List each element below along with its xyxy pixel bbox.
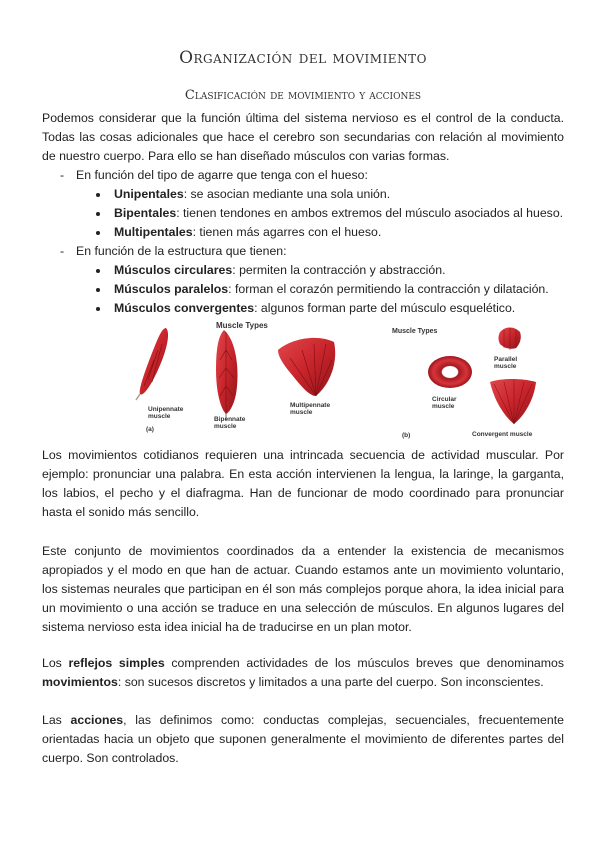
panel-b-label: (b) — [402, 432, 411, 439]
section-subtitle: Clasificación de movimiento y acciones — [184, 88, 422, 103]
bullet-icon — [96, 288, 100, 292]
definition: : algunos forman parte del músculo esquelético. — [254, 301, 516, 315]
term: Unipentales — [114, 187, 184, 201]
term-movements: movimientos — [42, 675, 118, 689]
definition: : permiten la contracción y abstracción. — [232, 263, 446, 277]
definition: : forman el corazón permitiendo la contracción y dilatación. — [228, 282, 549, 296]
term-actions: acciones — [70, 713, 124, 727]
bipennate-muscle-image — [216, 330, 238, 420]
bipennate-label: Bipennate muscle — [214, 416, 246, 430]
bullet-icon — [96, 212, 100, 216]
paragraph-everyday-movements: Los movimientos cotidianos requieren una intrincada secuencia de actividad muscular. Por ejemplo: pronunciar una palabra. En esta acción intervienen la lengua, la laringe, la garganta, los labios, el pecho y el diafragma. Han de funcionar de modo coordinado para pronunciar hasta el sonido más sencillo. — [42, 448, 564, 519]
multipennate-muscle-image — [278, 338, 335, 396]
unipennate-label: Unipennate muscle — [148, 406, 184, 420]
multipennate-label: Multipennate muscle — [290, 402, 331, 416]
unipennate-muscle-image — [136, 328, 168, 400]
term: Bipentales — [114, 206, 177, 220]
paragraph-actions — [42, 711, 564, 768]
bullet-icon — [96, 269, 100, 273]
definition: : tienen más agarres con el hueso. — [192, 225, 382, 239]
dash-marker: - — [60, 168, 65, 182]
panel-a-label: (a) — [146, 426, 154, 433]
parallel-label: Parallel muscle — [494, 356, 518, 370]
parallel-muscle-image — [499, 328, 521, 351]
dash-marker: - — [60, 244, 65, 258]
list-heading-text: En función del tipo de agarre que tenga con el hueso: — [76, 168, 368, 182]
term: Músculos circulares — [114, 263, 233, 277]
figure-b-title: Muscle Types — [392, 328, 438, 335]
text-run: : son sucesos discretos y limitados a una parte del cuerpo. Son inconscientes. — [117, 675, 544, 689]
figure-a-title: Muscle Types — [216, 321, 268, 330]
bullet-icon — [96, 231, 100, 235]
definition: : se asocian mediante una sola unión. — [183, 187, 391, 201]
term-reflexes: reflejos simples — [68, 656, 165, 670]
term: Músculos convergentes — [114, 301, 255, 315]
circular-muscle-image — [428, 356, 472, 388]
text-run: Las — [42, 713, 71, 727]
text-run: , las definimos como: conductas complejas, secuenciales, frecuentemente orientadas hacia un objeto que suponen generalmente el movimiento de diferentes partes del cuerpo. Son controlados. — [42, 713, 564, 765]
page-title: Organización del movimiento — [179, 48, 427, 68]
bullet-icon — [96, 193, 100, 197]
muscle-types-figure — [102, 320, 562, 440]
muscle-illustrations — [102, 320, 562, 440]
paragraph-reflexes — [42, 654, 564, 692]
term: Multipentales — [114, 225, 193, 239]
intro-paragraph: Podemos considerar que la función última del sistema nervioso es el control de la conducta. Todas las cosas adicionales que hace el cerebro son secundarias con relación al movimiento de nuestro cuerpo. Para ello se han diseñado músculos con varias formas. — [42, 111, 564, 163]
term: Músculos paralelos — [114, 282, 229, 296]
list-heading-text: En función de la estructura que tienen: — [76, 244, 287, 258]
text-run: Los — [42, 656, 69, 670]
definition: : tienen tendones en ambos extremos del músculo asociados al hueso. — [176, 206, 564, 220]
text-run: comprenden actividades de los músculos breves que denominamos — [164, 656, 564, 670]
bullet-icon — [96, 307, 100, 311]
paragraph-coordinated-movements: Este conjunto de movimientos coordinados da a entender la existencia de mecanismos apropiados y el modo en que han de actuar. Cuando estamos ante un movimiento voluntario, los sistemas neurales que participan en él son más complejos porque ahora, la idea inicial para un movimiento o una acción se traduce en una selección de músculos. En algunos lugares del sistema nervioso esta idea inicial ha de traducirse en un plan motor. — [42, 544, 564, 634]
circular-label: Circular muscle — [432, 396, 457, 410]
convergent-muscle-image — [490, 379, 536, 424]
convergent-label: Convergent muscle — [472, 431, 533, 438]
